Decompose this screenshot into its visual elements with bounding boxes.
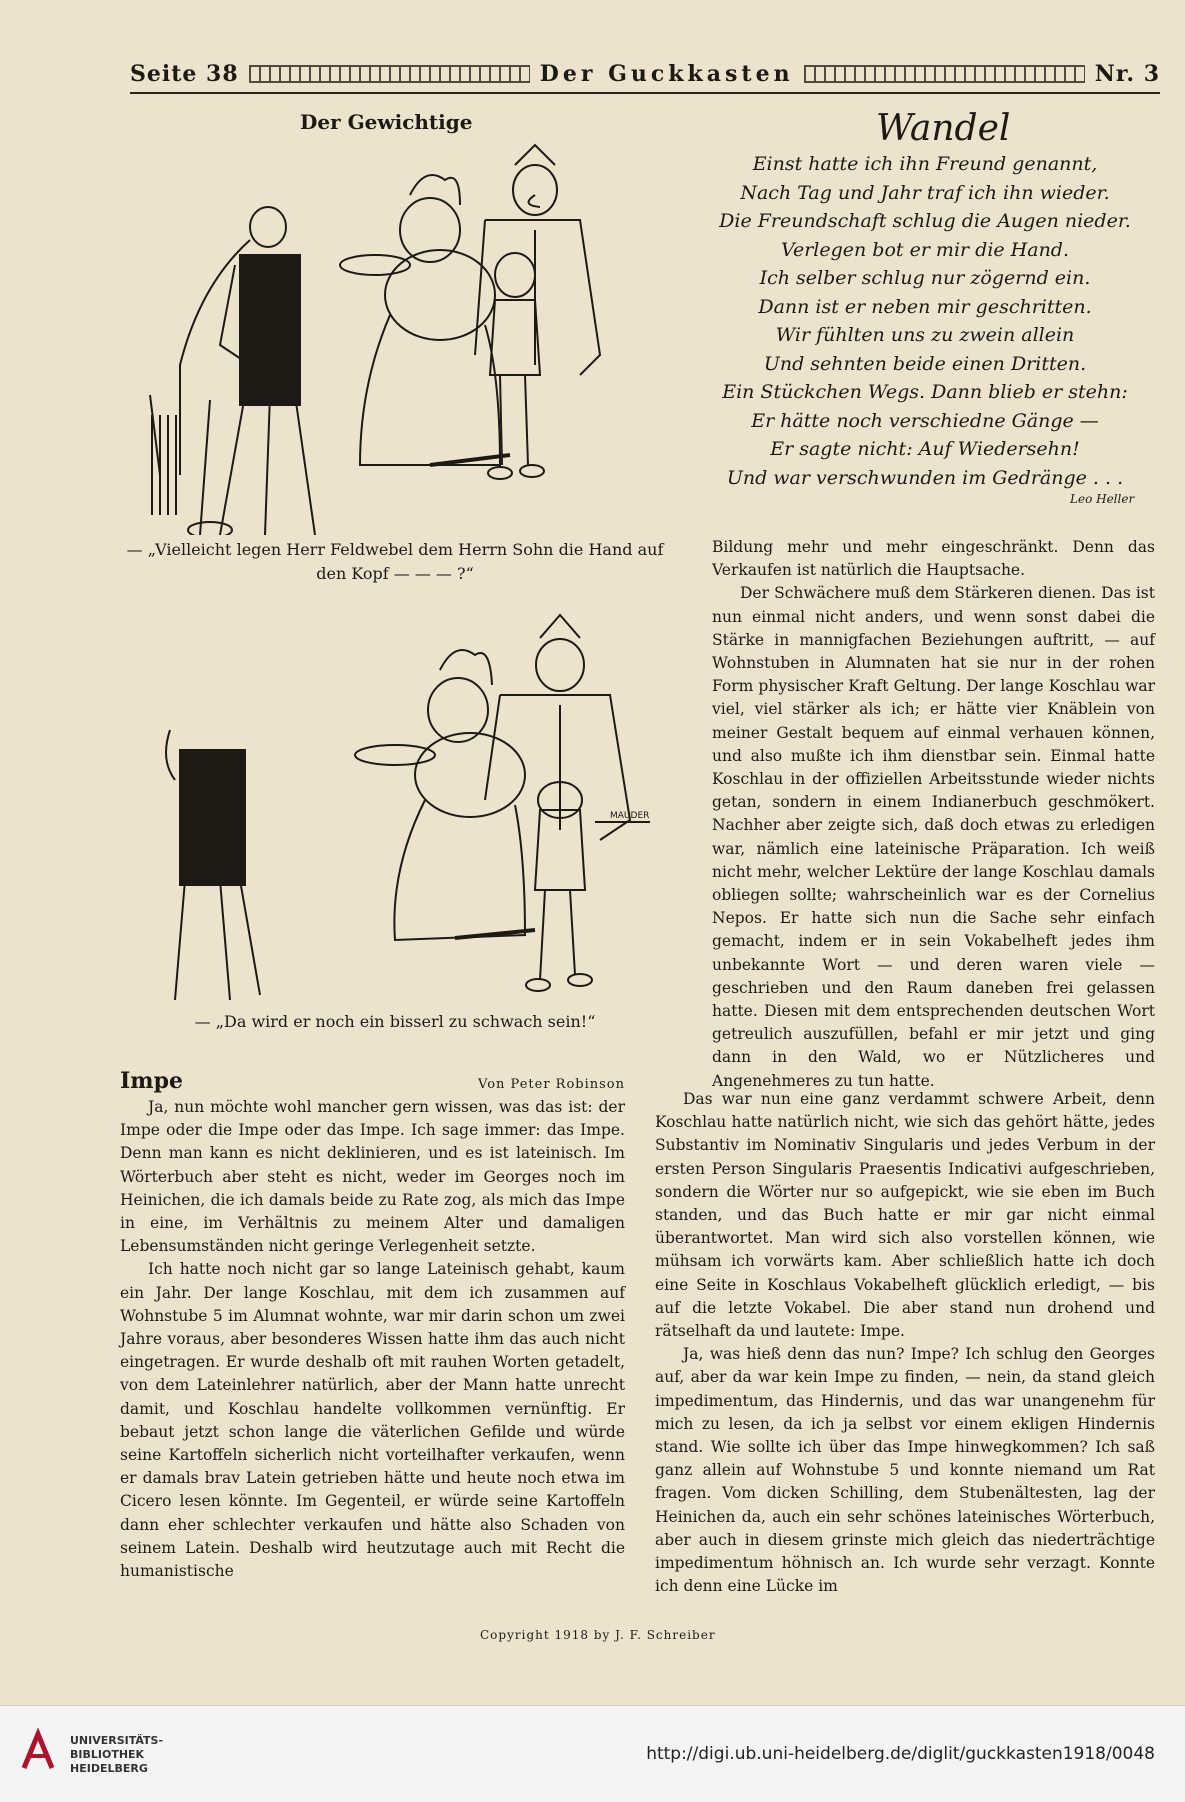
university-logo-icon <box>18 1728 58 1776</box>
article-column-right-top <box>712 536 1155 1093</box>
poem-line: Er sagte nicht: Auf Wiedersehn! <box>770 438 1080 460</box>
artist-signature: MAUDER <box>610 811 650 821</box>
poem-line: Die Freundschaft schlug die Augen nieder. <box>719 210 1131 232</box>
ornament-right <box>804 65 1085 83</box>
article-column-right-bottom <box>655 1088 1155 1598</box>
poem-line: Ein Stückchen Wegs. Dann blieb er stehn: <box>722 381 1128 403</box>
poem-title: Wandel <box>876 108 1011 149</box>
poem-line: Nach Tag und Jahr traf ich ihn wieder. <box>740 181 1110 204</box>
cartoon-illustration-top <box>140 135 640 535</box>
cartoon-caption-2: — „Da wird er noch ein bisserl zu schwach sein!“ <box>194 1012 596 1031</box>
paragraph: Ja, was hieß denn das nun? Impe? Ich schlug den Georges auf, aber da war kein Impe zu finden, — nein, da stand gleich impedimentum, das Hindernis, und das war unangenehm für mich zu lesen, da ich ja selbst vor einem ekligen Hindernis stand. Wie sollte ich über das Impe hinwegkommen? Ich saß ganz allein auf Wohnstube 5 und konnte niemand um Rat fragen. Vom dicken Schilling, dem Stubenältesten, lag der Heinichen da, auch ein sehr schönes lateinisches Wörterbuch, aber auch in diesem grinste mich gleich das niederträchtige impedimentum höhnisch an. Ich wurde sehr verzagt. Konnte ich denn eine Lücke im <box>655 1345 1155 1596</box>
poem-line: Einst hatte ich ihn Freund genannt, <box>752 153 1098 175</box>
article-heading <box>120 1068 625 1094</box>
page-label: Seite 38 <box>130 61 239 87</box>
paragraph: Ich hatte noch nicht gar so lange Lateinisch gehabt, kaum ein Jahr. Der lange Koschlau, mit dem ich zusammen auf Wohnstube 5 im Alumnat wohnte, war mir darin schon um zwei Jahre voraus, aber besonderes Wissen hatte ihm das auch nicht eingetragen. Er wurde deshalb oft mit rauhen Worten getadelt, von dem Lateinlehrer natürlich, aber der Mann hatte unrecht damit, und Koschlau handelte vollkommen vernünftig. Er bebaut jetzt schon lange die väterlichen Gefilde und würde seine Kartoffeln sicherlich nicht vorteilhafter verkaufen, wenn er damals brav Latein getrieben hätte und heute noch etwa im Cicero lesen könnte. Im Gegenteil, er würde seine Kartoffeln dann eher schlechter verkaufen und hätte also Schaden von seinem Latein. Deshalb wird heutzutage auch mit Recht die humanistische <box>120 1260 625 1581</box>
paragraph: Bildung mehr und mehr eingeschränkt. Denn das Verkaufen ist natürlich die Hauptsache. <box>712 538 1155 580</box>
poem-line: Wir fühlten uns zu zwein allein <box>775 324 1075 346</box>
paragraph: Der Schwächere muß dem Stärkeren dienen. Das ist nun einmal nicht anders, und wenn sonst dabei die Stärke in mannigfachen Beziehungen auftritt, — auf Wohnstuben in Alumnaten hat sie nur in der rohen Form physischer Kraft Geltung. Der lange Koschlau war viel, viel stärker als ich; er hätte vier Knäblein von meiner Gestalt bequem auf einmal verhauen können, und also mußte ich ihm dienstbar sein. Einmal hatte Koschlau in der offiziellen Arbeitsstunde wieder nichts getan, sondern in einem Indianerbuch geschmökert. Nachher aber zeigte sich, daß doch etwas zu erledigen war, nämlich eine lateinische Präparation. Ich weiß nicht mehr, welcher Lektüre der lange Koschlau damals obliegen sollte; wahrscheinlich war es der Cornelius Nepos. Er hatte sich nun die Sache sehr einfach gemacht, indem er in sein Vokabelheft jedes ihm unbekannte Wort — und deren waren viele — geschrieben und den Raum daneben frei gelassen hatte. Diesen mit dem entsprechenden deutschen Wort getreulich auszufüllen, befahl er mir jetzt und ging dann in den Wald, wo er Nützlicheres und Angenehmeres zu tun hatte. <box>712 584 1155 1090</box>
poem-body <box>690 150 1160 492</box>
cartoon-title: Der Gewichtige <box>300 110 473 134</box>
poem-line: Und war verschwunden im Gedränge . . . <box>726 466 1124 489</box>
paragraph: Ja, nun möchte wohl mancher gern wissen, was das ist: der Impe oder die Impe oder das Impe. Ich sage immer: das Impe. Denn man kann es nicht deklinieren, und es ist lateinisch. Im Wörterbuch aber steht es nicht, weder im Georges noch im Heinichen, die ich damals beide zu Rate zog, als mich das Impe in eine, im Verhältnis zu meinem Alter und damaligen Lebensumständen nicht geringe Verlegenheit setzte. <box>120 1098 625 1256</box>
poem-line: Dann ist er neben mir geschritten. <box>758 295 1092 318</box>
poem-line: Er hätte noch verschiedne Gänge — <box>751 409 1099 432</box>
copyright-line: Copyright 1918 by J. F. Schreiber <box>480 1628 716 1642</box>
article-author: Von Peter Robinson <box>478 1077 625 1092</box>
article-title: Impe <box>120 1068 183 1094</box>
poem-line: Ich selber schlug nur zögernd ein. <box>759 267 1091 289</box>
article-column-left <box>120 1096 625 1583</box>
magazine-title: Der Guckkasten <box>539 61 794 87</box>
paragraph: Das war nun eine ganz verdammt schwere Arbeit, denn Koschlau hatte natürlich nicht, wie sich das gehört hätte, jedes Substantiv im Nominativ Singularis und jedes Verbum in der ersten Person Singularis Praesentis Indicativi aufgeschrieben, sondern die Wörter nur so aufgepickt, wie sie eben im Buch standen, und das Buch hatte er mir gar nicht einmal überantwortet. Man wird sich also vorstellen können, wie mühsam ich vorwärts kam. Aber schließlich hatte ich doch eine Seite in Koschlaus Vokabelheft glücklich erledigt, — bis auf die letzte Vokabel. Die aber stand nun drohend und rätselhaft da und lautete: Impe. <box>655 1090 1155 1341</box>
page-header <box>130 58 1160 90</box>
ornament-left <box>249 65 530 83</box>
cartoon-caption-1: — „Vielleicht legen Herr Feldwebel dem Herrn Sohn die Hand auf den Kopf — — — ?“ <box>126 540 664 583</box>
header-rule <box>130 92 1160 94</box>
cartoon-illustration-bottom <box>140 600 650 1000</box>
poem-line: Verlegen bot er mir die Hand. <box>780 238 1070 261</box>
source-url-link[interactable]: http://digi.ub.uni-heidelberg.de/diglit/guckkasten1918/0048 <box>646 1744 1155 1764</box>
poem-author: Leo Heller <box>1070 492 1135 506</box>
viewer-footer <box>0 1705 1185 1802</box>
issue-number: Nr. 3 <box>1094 61 1161 87</box>
library-name: UNIVERSITÄTS- BIBLIOTHEK HEIDELBERG <box>70 1734 164 1775</box>
poem-line: Und sehnten beide einen Dritten. <box>763 352 1087 375</box>
